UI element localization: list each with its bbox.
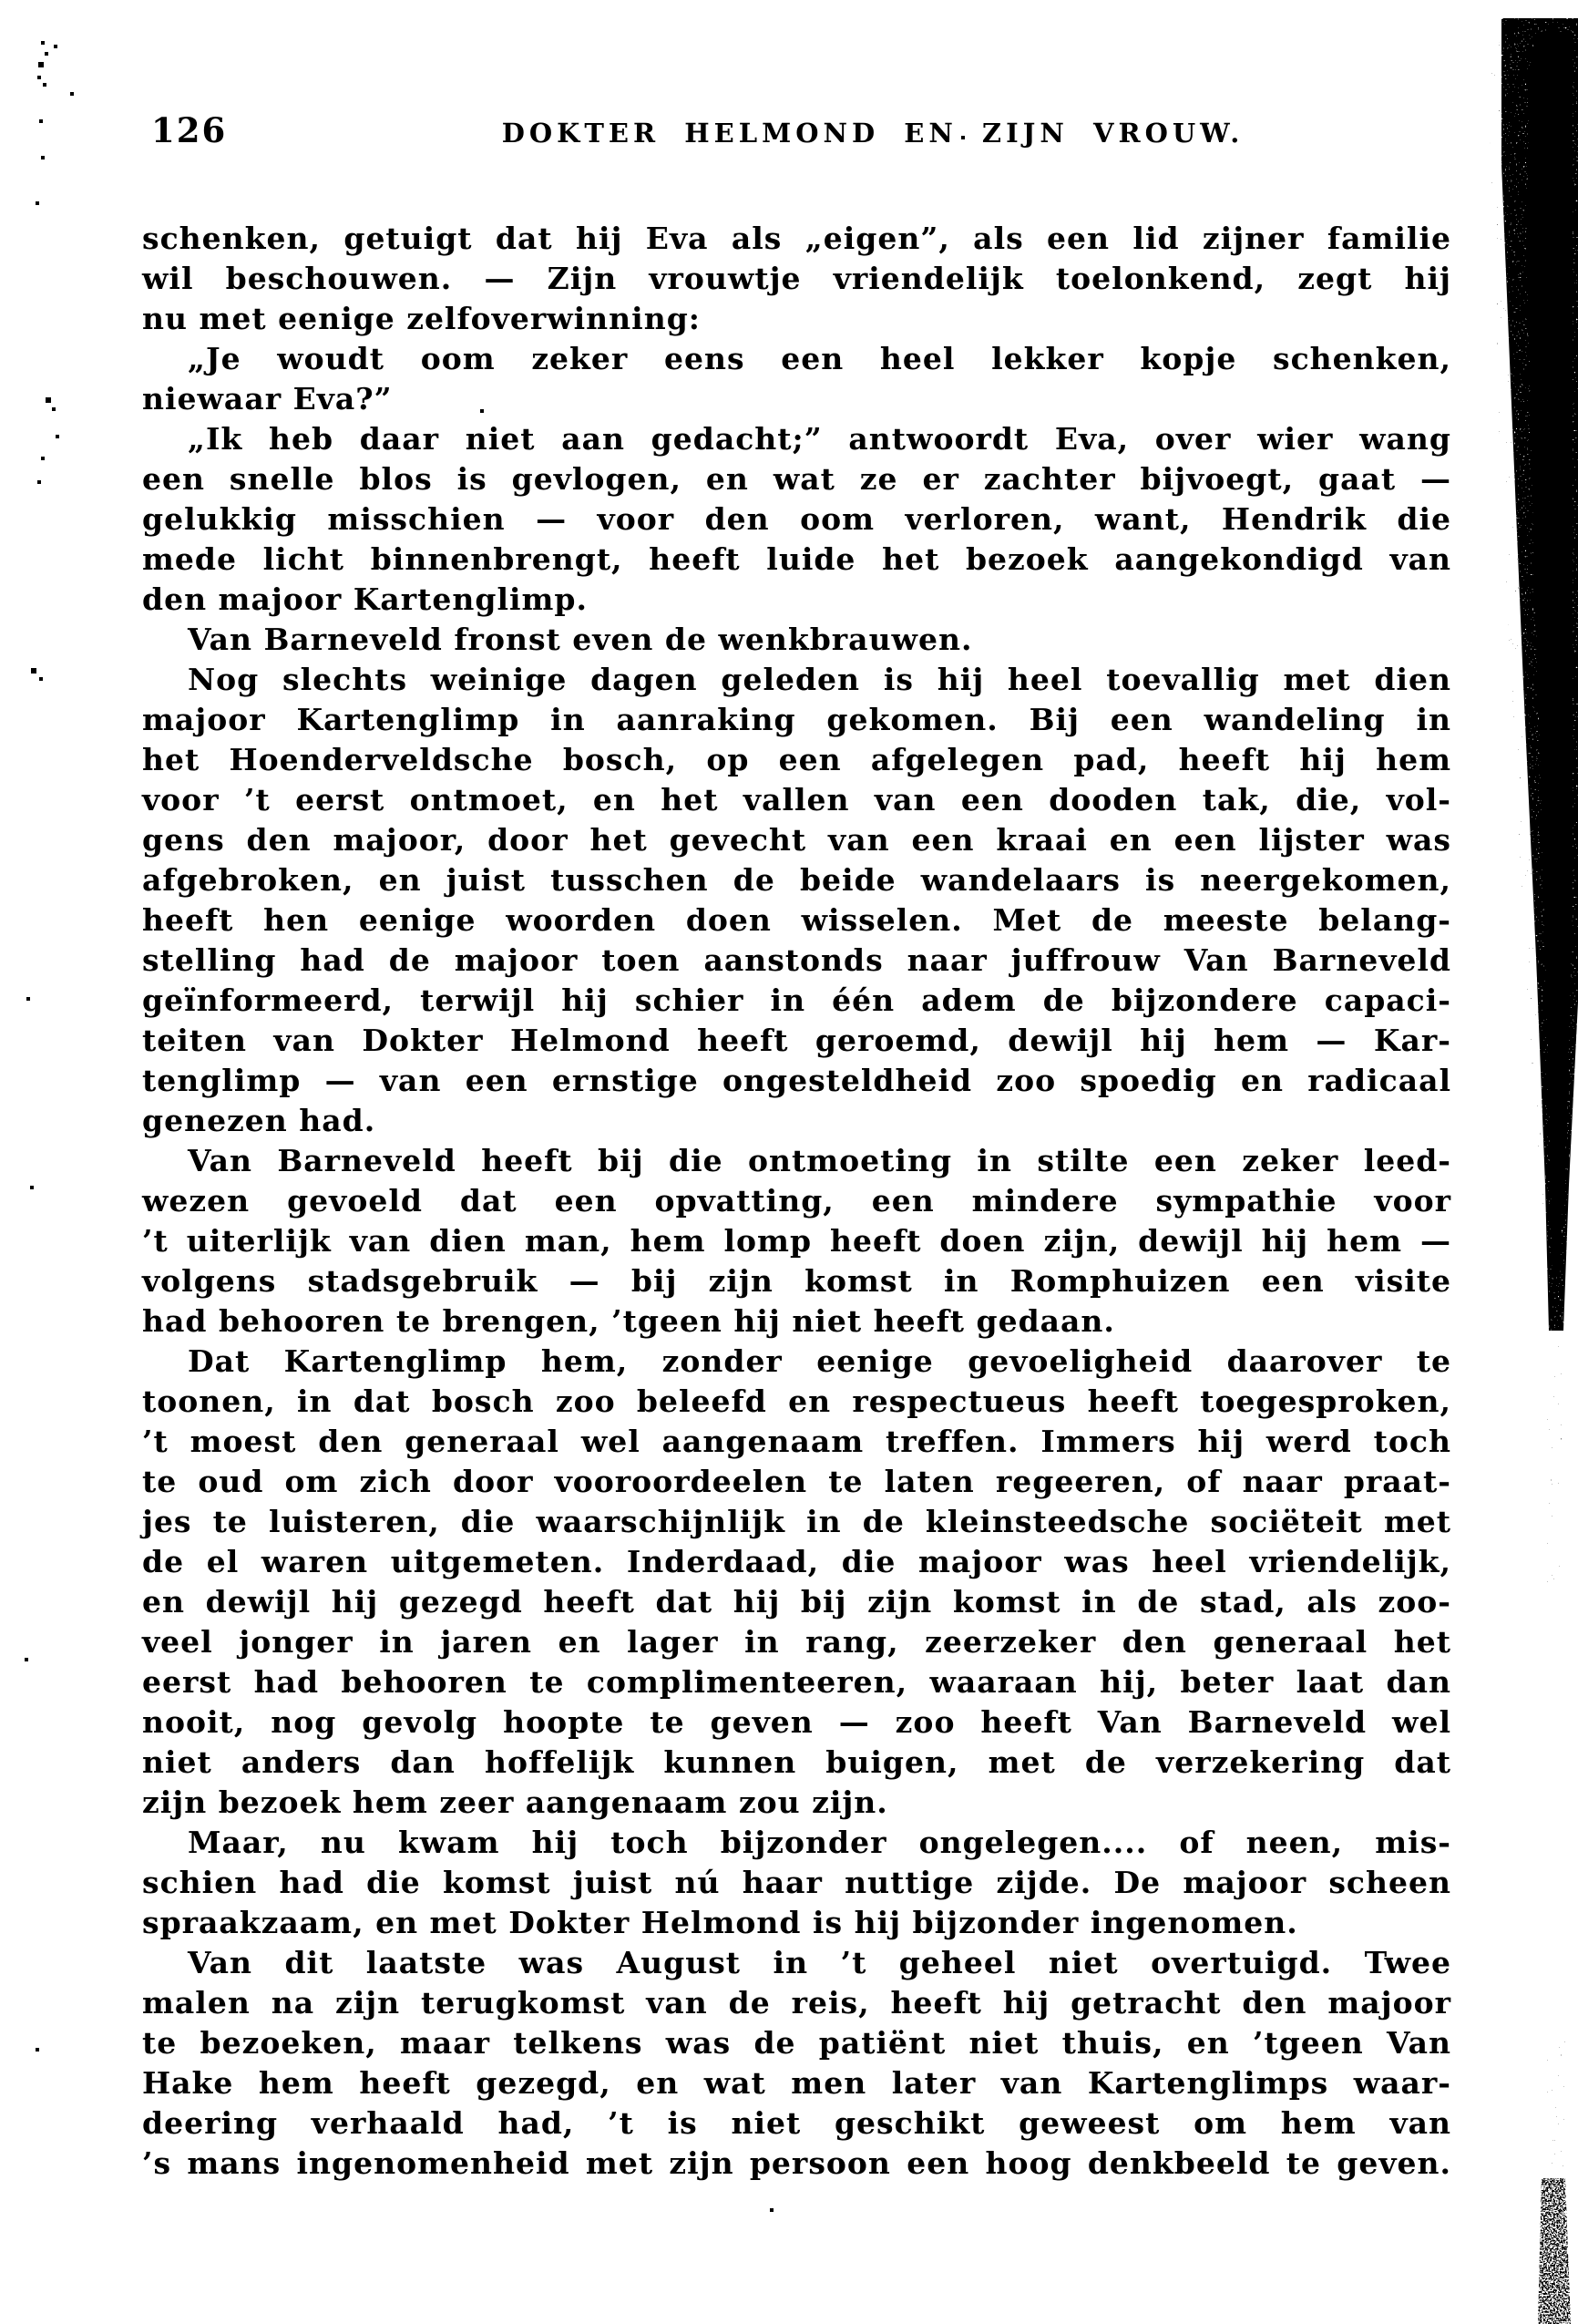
text-line: jes te luisteren, die waarschijnlijk in de kleinsteedsche sociëteit met — [142, 1504, 1451, 1539]
text-line: den majoor Kartenglimp. — [142, 581, 588, 617]
text-line: te oud om zich door vooroordeelen te laten regeeren, of naar praat- — [142, 1464, 1451, 1499]
text-line: ’t moest den generaal wel aangenaam treffen. Immers hij werd toch — [142, 1424, 1451, 1459]
text-line: Dat Kartenglimp hem, zonder eenige gevoeligheid daarover te — [188, 1343, 1451, 1379]
page-number: 126 — [151, 110, 228, 150]
text-line: niewaar Eva?” — [142, 381, 393, 416]
text-line: een snelle blos is gevlogen, en wat ze er zachter bijvoegt, gaat — — [142, 461, 1451, 497]
scan-edge-artifact — [1458, 0, 1578, 2324]
text-line: geïnformeerd, terwijl hij schier in één adem de bijzondere capaci- — [142, 982, 1451, 1018]
text-line: majoor Kartenglimp in aanraking gekomen. Bij een wandeling in — [142, 702, 1451, 737]
text-line: teiten van Dokter Helmond heeft geroemd, dewijl hij hem — Kar- — [142, 1023, 1451, 1058]
text-line: spraakzaam, en met Dokter Helmond is hij bijzonder ingenomen. — [142, 1905, 1298, 1940]
text-line: ’s mans ingenomenheid met zijn persoon een hoog denkbeeld te geven. — [142, 2145, 1451, 2181]
text-line: het Hoenderveldsche bosch, op een afgelegen pad, heeft hij hem — [142, 742, 1451, 777]
body-text — [142, 219, 1451, 2184]
text-line: mede licht binnenbrengt, heeft luide het bezoek aangekondigd van — [142, 541, 1451, 577]
text-line: de el waren uitgemeten. Inderdaad, die majoor was heel vriendelijk, — [142, 1544, 1451, 1579]
text-line: te bezoeken, maar telkens was de patiënt niet thuis, en ’tgeen Van — [142, 2025, 1451, 2061]
text-line: schien had die komst juist nú haar nuttige zijde. De majoor scheen — [142, 1865, 1451, 1900]
text-line: toonen, in dat bosch zoo beleefd en respectueus heeft toegesproken, — [142, 1383, 1451, 1419]
text-line: volgens stadsgebruik — bij zijn komst in Romphuizen een visite — [142, 1263, 1451, 1299]
text-line: Van Barneveld heeft bij die ontmoeting in stilte een zeker leed- — [188, 1143, 1451, 1178]
text-line: „Je woudt oom zeker eens een heel lekker kopje schenken, — [188, 341, 1451, 376]
text-line: schenken, getuigt dat hij Eva als „eigen”, als een lid zijner familie — [142, 221, 1451, 256]
text-line: ’t uiterlijk van dien man, hem lomp heeft doen zijn, dewijl hij hem — — [142, 1223, 1451, 1259]
text-line: gelukkig misschien — voor den oom verloren, want, Hendrik die — [142, 501, 1451, 537]
scan-noise-specks — [0, 0, 2, 2]
text-line: Nog slechts weinige dagen geleden is hij heel toevallig met dien — [188, 662, 1451, 697]
text-line: genezen had. — [142, 1103, 376, 1138]
text-line: zijn bezoek hem zeer aangenaam zou zijn. — [142, 1784, 888, 1820]
text-line: had behooren te brengen, ’tgeen hij niet heeft gedaan. — [142, 1303, 1115, 1339]
text-line: gens den majoor, door het gevecht van een kraai en een lijster was — [142, 822, 1451, 858]
text-line: veel jonger in jaren en lager in rang, zeerzeker den generaal het — [142, 1624, 1451, 1660]
text-line: niet anders dan hoffelijk kunnen buigen, met de verzekering dat — [142, 1744, 1451, 1780]
text-line: afgebroken, en juist tusschen de beide wandelaars is neergekomen, — [142, 862, 1451, 898]
text-line: nu met eenige zelfoverwinning: — [142, 301, 701, 336]
text-line: malen na zijn terugkomst van de reis, heeft hij getracht den majoor — [142, 1985, 1451, 2021]
text-line: voor ’t eerst ontmoet, en het vallen van een dooden tak, die, vol- — [142, 782, 1451, 818]
running-title: DOKTER HELMOND EN ZIJN VROUW. — [501, 118, 1245, 149]
text-line: heeft hen eenige woorden doen wisselen. Met de meeste belang- — [142, 902, 1451, 938]
text-line: deering verhaald had, ’t is niet geschikt geweest om hem van — [142, 2105, 1451, 2141]
text-line: eerst had behooren te complimenteeren, waaraan hij, beter laat dan — [142, 1664, 1451, 1700]
text-line: Van dit laatste was August in ’t geheel niet overtuigd. Twee — [188, 1945, 1451, 1980]
text-line: nooit, nog gevolg hoopte te geven — zoo heeft Van Barneveld wel — [142, 1704, 1451, 1740]
text-line: en dewijl hij gezegd heeft dat hij bij zijn komst in de stad, als zoo- — [142, 1584, 1451, 1620]
text-line: tenglimp — van een ernstige ongesteldheid zoo spoedig en radicaal — [142, 1063, 1451, 1098]
text-line: stelling had de majoor toen aanstonds naar juffrouw Van Barneveld — [142, 942, 1451, 978]
text-line: wil beschouwen. — Zijn vrouwtje vriendelijk toelonkend, zegt hij — [142, 261, 1451, 296]
page-header — [0, 110, 1578, 153]
text-line: Van Barneveld fronst even de wenkbrauwen. — [188, 622, 973, 657]
text-line: wezen gevoeld dat een opvatting, een mindere sympathie voor — [142, 1183, 1451, 1219]
text-line: Hake hem heeft gezegd, en wat men later van Kartenglimps waar- — [142, 2065, 1451, 2101]
text-line: Maar, nu kwam hij toch bijzonder ongelegen.... of neen, mis- — [188, 1825, 1451, 1860]
text-line: „Ik heb daar niet aan gedacht;” antwoordt Eva, over wier wang — [188, 421, 1451, 457]
